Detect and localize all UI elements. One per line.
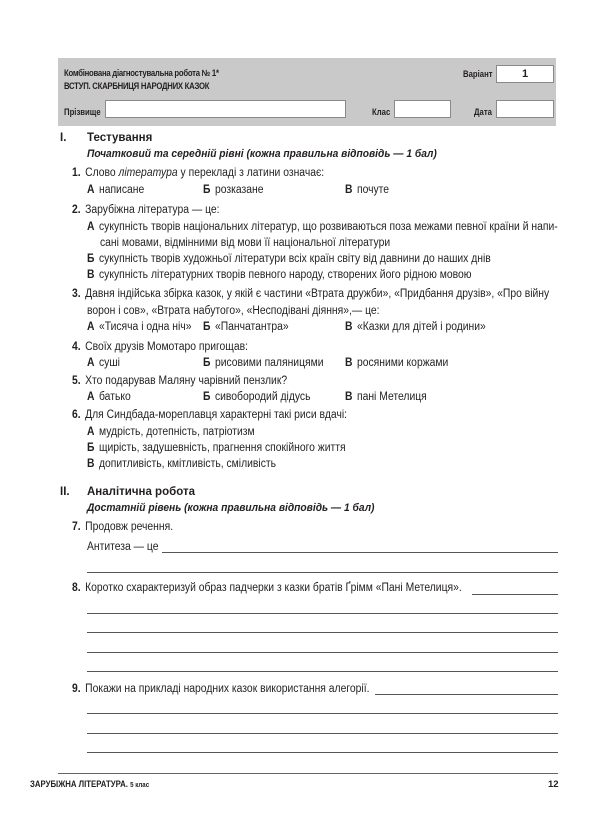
q1-option-b[interactable] (203, 184, 263, 196)
q9-answer-line-4[interactable] (87, 752, 558, 753)
section-2-number: II. (60, 486, 70, 498)
q4-option-a[interactable] (87, 357, 120, 369)
question-7 (72, 521, 173, 533)
q8-answer-line-2[interactable] (87, 613, 558, 614)
worksheet-subtitle: ВСТУП. СКАРБНИЦЯ НАРОДНИХ КАЗОК (64, 81, 210, 91)
q3-option-c[interactable] (345, 321, 486, 333)
option-text: розказане (214, 184, 264, 196)
option-text: рисовими паляницями (214, 357, 324, 369)
q9-answer-line-2[interactable] (87, 713, 558, 714)
class-field[interactable] (394, 100, 451, 118)
option-text: «Панчатантра» (214, 321, 289, 333)
q4-option-b[interactable] (203, 357, 324, 369)
option-text: мудрість, дотепність, патріотизм (98, 426, 255, 438)
option-letter: Б (203, 184, 211, 196)
q5-option-c[interactable] (345, 391, 427, 403)
question-number: 5. (72, 375, 81, 387)
question-5 (72, 375, 287, 387)
question-text: Покажи на прикладі народних казок використання алегорії. (85, 683, 370, 695)
question-2 (72, 204, 220, 216)
option-letter: Б (203, 357, 211, 369)
q9-answer-line-3[interactable] (87, 733, 558, 734)
question-text: Зарубіжна література — це: (85, 204, 220, 216)
question-3 (72, 288, 549, 300)
option-text: росяними коржами (356, 357, 449, 369)
option-text: пані Метелиця (356, 391, 427, 403)
option-text: сукупність творів художньої літератури всіх країн світу від давнини до наших днів (98, 253, 491, 265)
q7-answer-line-1[interactable] (162, 552, 558, 553)
variant-label: Варіант (463, 69, 493, 79)
q8-answer-line-3[interactable] (87, 632, 558, 633)
worksheet-header (58, 58, 556, 126)
option-text: написане (98, 184, 145, 196)
question-text: Давня індійська збірка казок, у якій є частини «Втрата дружби», «Придбання друзів», «Про війну (85, 288, 550, 300)
option-letter: В (345, 321, 353, 333)
question-number: 9. (72, 683, 81, 695)
option-letter: В (345, 391, 353, 403)
question-number: 4. (72, 341, 81, 353)
option-letter: В (345, 184, 353, 196)
q2-option-a-cont: сані мовами, відмінними від мови її національної літератури (100, 237, 391, 249)
footer-divider (58, 773, 558, 774)
question-number: 8. (72, 582, 81, 594)
option-text: сивобородий дідусь (214, 391, 311, 403)
option-letter: Б (203, 321, 211, 333)
option-text: допитливість, кмітливість, сміливість (98, 458, 277, 470)
option-letter: В (345, 357, 353, 369)
option-letter: Б (87, 253, 95, 265)
q6-option-b[interactable] (87, 442, 346, 454)
option-letter: А (87, 221, 95, 233)
question-number: 7. (72, 521, 81, 533)
q5-option-b[interactable] (203, 391, 310, 403)
question-text: Своїх друзів Момотаро пригощав: (85, 341, 248, 353)
class-label: Клас (372, 107, 391, 117)
q8-answer-line-5[interactable] (87, 671, 558, 672)
surname-field[interactable] (105, 100, 346, 118)
q3-option-b[interactable] (203, 321, 289, 333)
question-3-cont: ворон і сов», «Втрата набутого», «Несподівані діяння»,— це: (87, 305, 380, 317)
question-text: Коротко схарактеризуй образ падчерки з казки братів Ґрімм «Пані Метелиця». (85, 582, 462, 594)
grade-label: 5 клас (130, 780, 150, 789)
section-1-title: Тестування (87, 132, 153, 144)
question-7-prompt: Антитеза — це (87, 541, 159, 553)
option-letter: В (87, 269, 95, 281)
book-title: ЗАРУБІЖНА ЛІТЕРАТУРА. (30, 779, 128, 790)
option-letter: А (87, 426, 95, 438)
q6-option-a[interactable] (87, 426, 255, 438)
q1-option-c[interactable] (345, 184, 389, 196)
option-text: суші (98, 357, 120, 369)
question-text: Хто подарував Маляну чарівний пензлик? (85, 375, 288, 387)
option-text: щирість, задушевність, прагнення спокійного життя (98, 442, 346, 454)
date-label: Дата (474, 107, 492, 117)
question-4 (72, 341, 248, 353)
option-letter: А (87, 321, 95, 333)
question-number: 6. (72, 409, 81, 421)
q2-option-c[interactable] (87, 269, 471, 281)
section-2-title: Аналітична робота (87, 486, 195, 498)
q9-answer-line-1[interactable] (375, 694, 558, 695)
question-9 (72, 683, 369, 695)
page-number: 12 (548, 779, 559, 790)
option-text: батько (98, 391, 131, 403)
question-6 (72, 409, 347, 421)
q8-answer-line-4[interactable] (87, 652, 558, 653)
question-text: у перекладі з латини означає: (177, 167, 325, 179)
option-text: сукупність творів національних літератур, що розвиваються поза межами певної країни й напи- (98, 221, 558, 233)
question-text: Слово (85, 167, 119, 179)
option-text: сукупність літературних творів певного народу, створених його рідною мовою (98, 269, 472, 281)
question-text: Продовж речення. (85, 521, 174, 533)
surname-label: Прізвище (64, 107, 101, 117)
q8-answer-line-1[interactable] (472, 594, 558, 595)
question-1 (72, 167, 324, 179)
variant-field[interactable]: 1 (496, 65, 554, 83)
question-number: 3. (72, 288, 81, 300)
q7-answer-line-2[interactable] (87, 572, 558, 573)
date-field[interactable] (496, 100, 554, 118)
question-term: література (118, 167, 178, 179)
option-text: почуте (356, 184, 390, 196)
section-1-subtitle: Початковий та середній рівні (кожна правильна відповідь — 1 бал) (87, 148, 437, 160)
option-text: «Тисяча і одна ніч» (98, 321, 192, 333)
option-letter: Б (203, 391, 211, 403)
question-text: Для Синдбада-мореплавця характерні такі риси вдачі: (85, 409, 348, 421)
worksheet-title: Комбінована діагностувальна робота № 1* (64, 68, 219, 78)
option-letter: А (87, 357, 95, 369)
q2-option-b[interactable] (87, 253, 491, 265)
option-text: «Казки для дітей і родини» (356, 321, 486, 333)
q6-option-c[interactable] (87, 458, 276, 470)
option-letter: А (87, 184, 95, 196)
section-1-number: I. (60, 132, 67, 144)
question-number: 1. (72, 167, 81, 179)
option-letter: Б (87, 442, 95, 454)
question-number: 2. (72, 204, 81, 216)
footer-book-title (30, 779, 149, 790)
q4-option-c[interactable] (345, 357, 448, 369)
section-2-subtitle: Достатній рівень (кожна правильна відповідь — 1 бал) (87, 502, 375, 514)
q1-option-a[interactable] (87, 184, 144, 196)
option-letter: В (87, 458, 95, 470)
question-8 (72, 582, 462, 594)
q2-option-a[interactable] (87, 221, 558, 233)
option-letter: А (87, 391, 95, 403)
q3-option-a[interactable] (87, 321, 191, 333)
q5-option-a[interactable] (87, 391, 131, 403)
